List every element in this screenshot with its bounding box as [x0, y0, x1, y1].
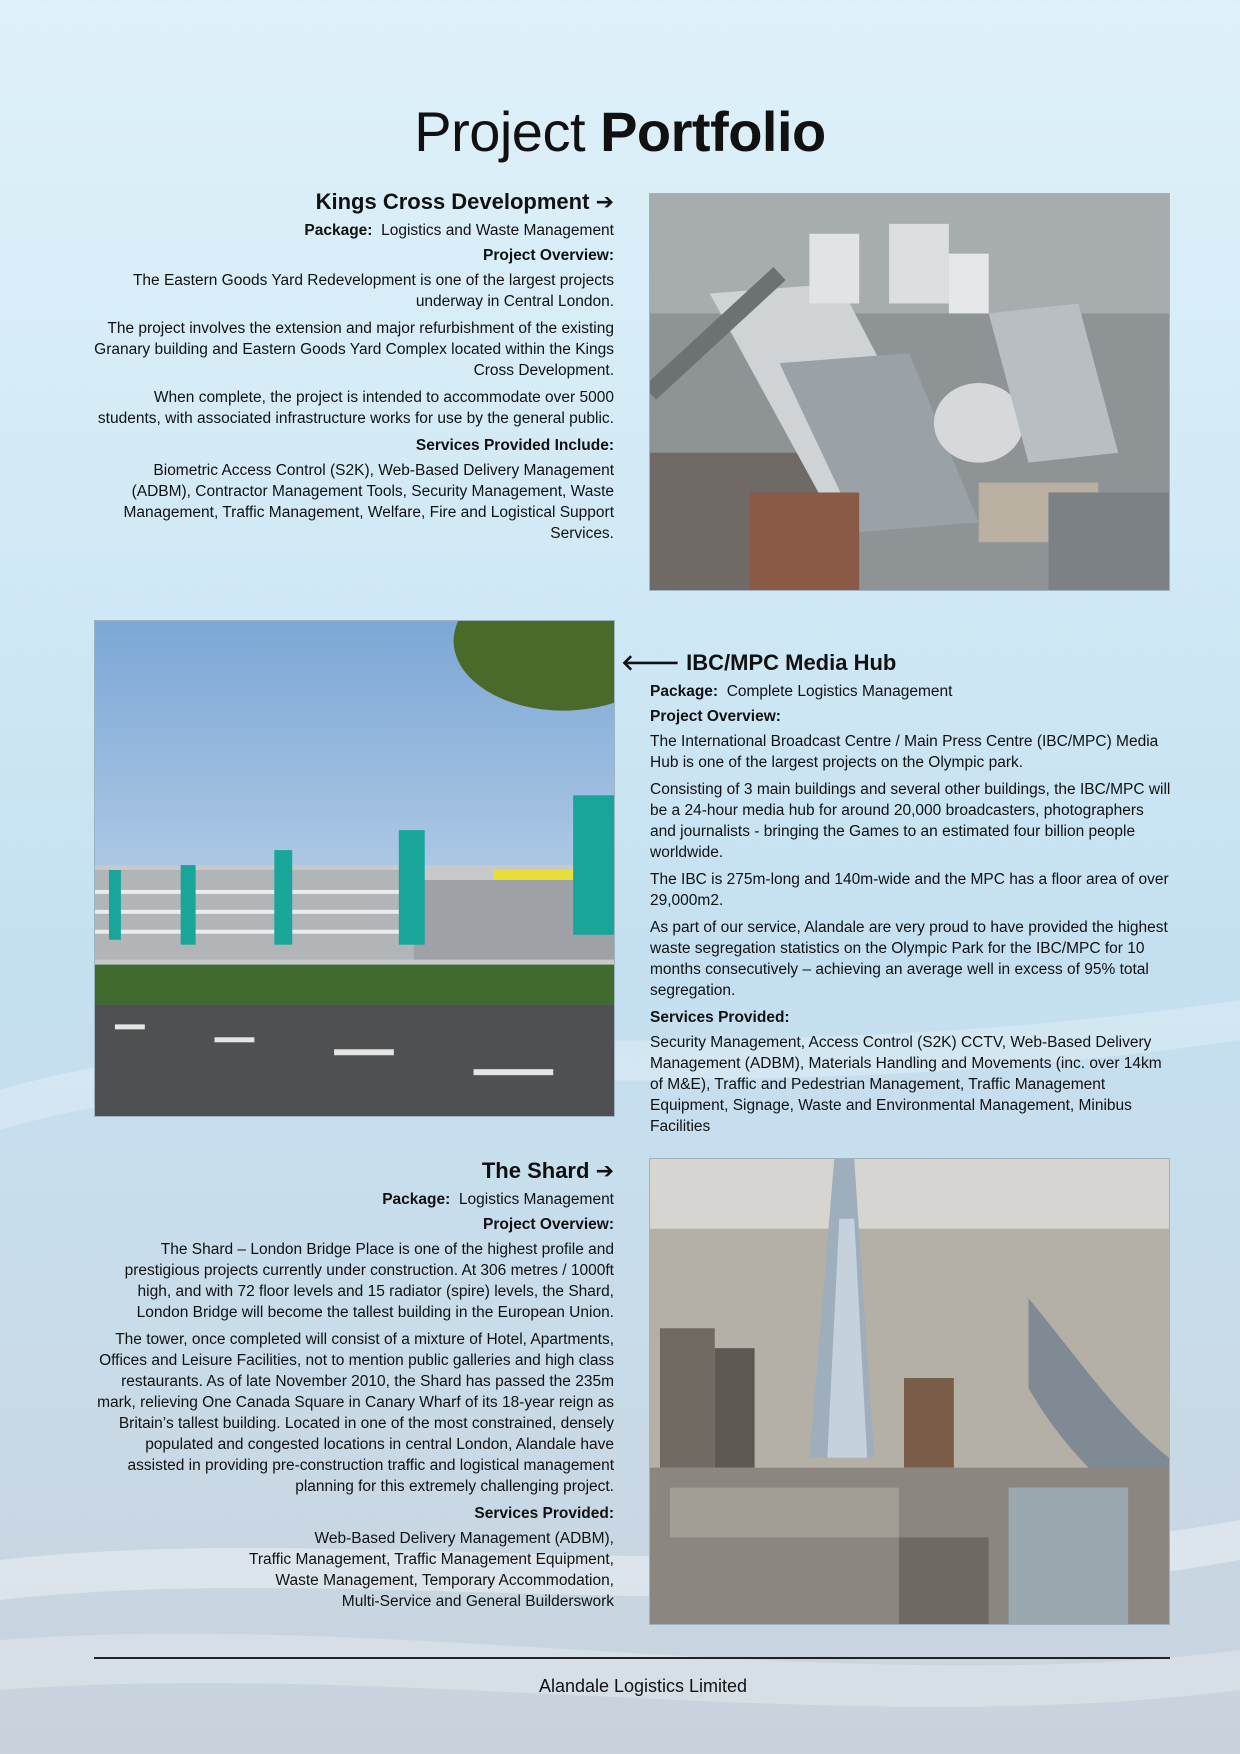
services-label: Services Provided Include: — [415, 437, 614, 454]
services-label: Services Provided: — [650, 1009, 790, 1026]
overview-paragraph: The Eastern Goods Yard Redevelopment is one of the largest projects underway in Central London. — [132, 272, 614, 310]
arrow-left-icon: 🡐 — [621, 650, 680, 675]
services-text: Security Management, Access Control (S2K) CCTV, Web-Based Delivery Management (ADBM), Materials Handling and Movements (inc. over 14km of M&E), Traffic and Pedestrian Management, Traffic Management Equipment, Signage, Waste and Environmental Management, Minibus Facilities — [650, 1034, 1162, 1135]
project-kings-cross-text — [92, 188, 614, 550]
ibc-mpc-media-hub-photo — [94, 620, 615, 1117]
overview-label: Project Overview: — [483, 247, 614, 264]
package-line: Package: Logistics and Waste Management — [304, 222, 614, 239]
services-label: Services Provided: — [474, 1505, 614, 1522]
services-text: Biometric Access Control (S2K), Web-Based Delivery Management (ADBM), Contractor Management Tools, Security Management, Waste Management, Traffic Management, Welfare, Fire and Logistical Support Services. — [123, 462, 614, 542]
overview-paragraph: The tower, once completed will consist of a mixture of Hotel, Apartments, Offices and Leisure Facilities, not to mention public galleries and high class restaurants. As of late November 2010, the Shard has passed the 235m mark, relieving One Canada Square in Canary Wharf of its 18-year reign as Britain’s tallest building. Located in one of the most constrained, densely populated and congested locations in central London, Alandale have assisted in providing pre-construction traffic and logistical management planning for this extremely challenging project. — [97, 1331, 614, 1495]
project-ibc-mpc-text — [621, 649, 1173, 1143]
overview-label: Project Overview: — [650, 708, 781, 725]
project-title: The Shard ➔ — [481, 1158, 614, 1183]
arrow-right-icon: ➔ — [595, 189, 614, 214]
project-title: 🡐 IBC/MPC Media Hub — [621, 650, 897, 675]
arrow-right-icon: ➔ — [595, 1158, 614, 1183]
overview-paragraph: Consisting of 3 main buildings and several other buildings, the IBC/MPC will be a 24-hour media hub for around 20,000 broadcasters, photographers and journalists - bringing the Games to an estimated four billion people worldwide. — [650, 781, 1171, 861]
overview-paragraph: The International Broadcast Centre / Main Press Centre (IBC/MPC) Media Hub is one of the largest projects on the Olympic park. — [650, 733, 1159, 771]
project-title: Kings Cross Development ➔ — [315, 189, 614, 214]
page-title: Project Portfolio — [414, 99, 826, 163]
overview-paragraph: The IBC is 275m-long and 140m-wide and the MPC has a floor area of over 29,000m2. — [650, 871, 1169, 909]
overview-label: Project Overview: — [483, 1216, 614, 1233]
package-line: Package: Logistics Management — [382, 1191, 614, 1208]
the-shard-aerial-photo — [649, 1158, 1170, 1625]
package-line: Package: Complete Logistics Management — [650, 683, 953, 700]
footer-divider — [94, 1657, 1170, 1659]
kings-cross-aerial-photo — [649, 193, 1170, 591]
footer-company-name: Alandale Logistics Limited — [538, 1676, 748, 1696]
overview-paragraph: When complete, the project is intended to accommodate over 5000 students, with associated infrastructure works for use by the general public. — [97, 389, 614, 427]
overview-paragraph: The Shard – London Bridge Place is one of the highest profile and prestigious projects currently under construction. At 306 metres / 1000ft high, and with 72 floor levels and 15 radiator (spire) levels, the Shard, London Bridge will become the tallest building in the European Union. — [124, 1241, 614, 1321]
overview-paragraph: As part of our service, Alandale are very proud to have provided the highest waste segregation statistics on the Olympic Park for the IBC/MPC for 10 months consecutively – achieving an average well in excess of 95% total segregation. — [650, 919, 1168, 999]
services-text: Web-Based Delivery Management (ADBM), Traffic Management, Traffic Management Equipment, Waste Management, Temporary Accommodation, Multi-Service and General Builderswork — [248, 1530, 614, 1610]
overview-paragraph: The project involves the extension and major refurbishment of the existing Granary building and Eastern Goods Yard Complex located within the Kings Cross Development. — [94, 320, 614, 379]
project-the-shard-text — [92, 1157, 614, 1612]
